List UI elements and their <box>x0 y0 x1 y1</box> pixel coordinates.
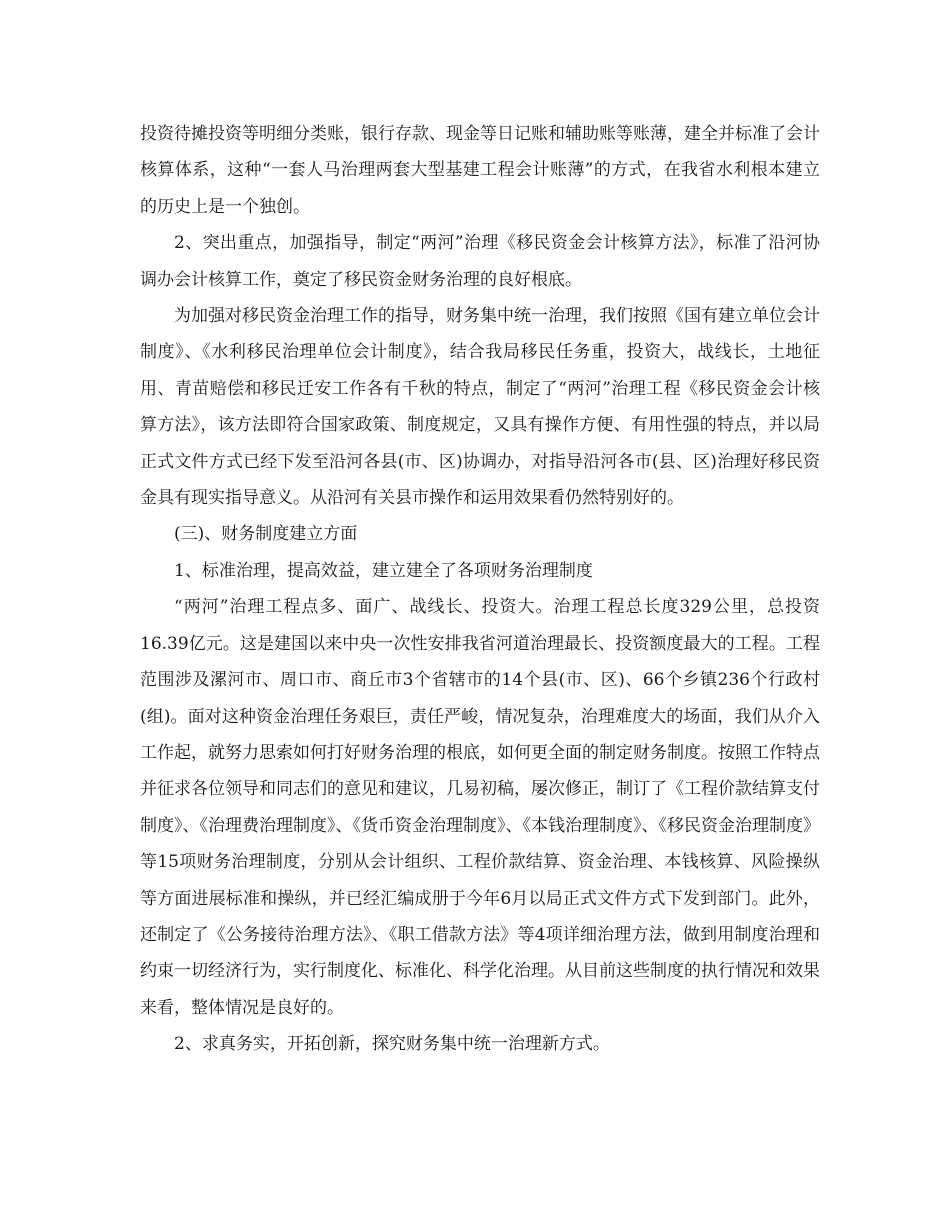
paragraph-4: “两河”治理工程点多、面广、战线长、投资大。治理工程总长度329公里，总投资16.39亿元。这是建国以来中央一次性安排我省河道治理最长、投资额度最大的工程。工程范围涉及漯河市、周口市、商丘市3个省辖市的14个县(市、区)、66个乡镇236个行政村(组)。面对这种资金治理任务艰巨，责任严峻，情况复杂，治理难度大的场面，我们从介入工作起，就努力思索如何打好财务治理的根底，如何更全面的制定财务制度。按照工作特点并征求各位领导和同志们的意见和建议，几易初稿，屡次修正，制订了《工程价款结算支付制度》、《治理费治理制度》、《货币资金治理制度》、《本钱治理制度》、《移民资金治理制度》等15项财务治理制度，分别从会计组织、工程价款结算、资金治理、本钱核算、风险操纵等方面进展标准和操纵，并已经汇编成册于今年6月以局正式文件方式下发到部门。此外，还制定了《公务接待治理方法》、《职工借款方法》等4项详细治理方法，做到用制度治理和约束一切经济行为，实行制度化、标准化、科学化治理。从目前这些制度的执行情况和效果来看，整体情况是良好的。 <box>140 597 820 1018</box>
paragraph-1: 投资待摊投资等明细分类账，银行存款、现金等日记账和辅助账等账薄，建全并标准了会计核算体系，这种“一套人马治理两套大型基建工程会计账薄”的方式，在我省水利根本建立的历史上是一个独创。 <box>140 124 820 217</box>
subsection-heading-2: 2、求真务实，开拓创新，探究财务集中统一治理新方式。 <box>174 1034 610 1055</box>
paragraph-3: 为加强对移民资金治理工作的指导，财务集中统一治理，我们按照《国有建立单位会计制度》、《水利移民治理单位会计制度》，结合我局移民任务重，投资大，战线长，土地征用、青苗赔偿和移民迁安工作各有千秋的特点，制定了“两河”治理工程《移民资金会计核算方法》，该方法即符合国家政策、制度规定，又具有操作方便、有用性强的特点，并以局正式文件方式已经下发至沿河各县(市、区)协调办，对指导沿河各市(县、区)治理好移民资金具有现实指导意义。从沿河有关县市操作和运用效果看仍然特别好的。 <box>140 306 820 509</box>
subsection-heading-1: 1、标准治理，提高效益，建立建全了各项财务治理制度 <box>174 560 593 581</box>
section-heading: (三)、财务制度建立方面 <box>174 524 358 545</box>
paragraph-2: 2、突出重点，加强指导，制定“两河”治理《移民资金会计核算方法》，标准了沿河协调办会计核算工作，奠定了移民资金财务治理的良好根底。 <box>140 233 820 290</box>
document-body <box>140 116 820 1063</box>
